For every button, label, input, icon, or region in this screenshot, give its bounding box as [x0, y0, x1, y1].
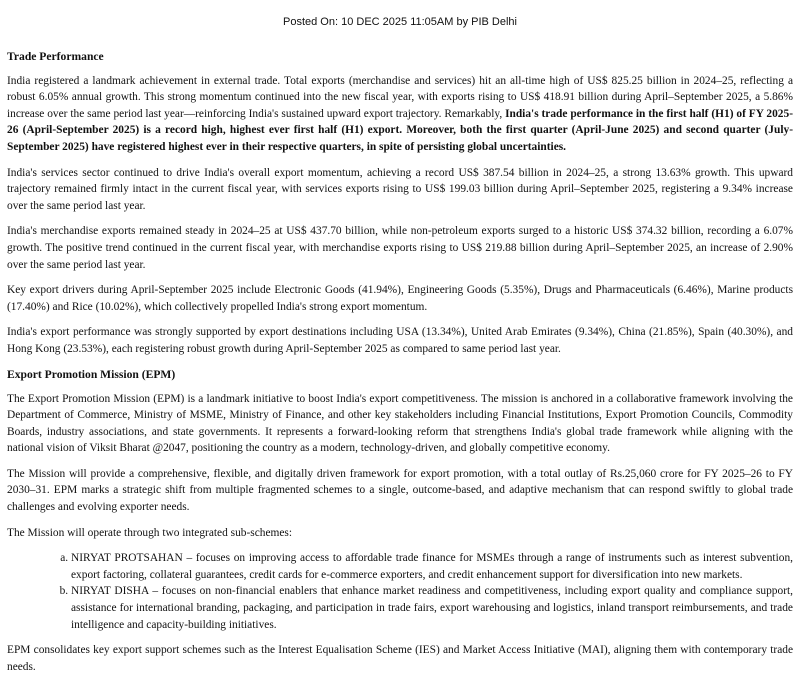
trade-paragraph-1-text: India registered a landmark achievement in external trade. Total exports (merchandise and services) hit an all-time high of US$ 825.25 billion in 2024–25, reflecting a robust 6.05% annual growth. This strong momentum continued into the new fiscal year, with exports rising to US$ 418.91 billion during April–September 2025, a 5.86% increase over the same period last year—reinforcing India's sustained upward export trajectory. Remarkably,: [7, 75, 793, 120]
epm-paragraph-3: The Mission will operate through two integrated sub-schemes:: [7, 525, 793, 542]
trade-paragraph-3: India's merchandise exports remained steady in 2024–25 at US$ 437.70 billion, while non-petroleum exports surged to a historic US$ 374.32 billion, recording a 6.07% growth. The positive trend continued in the current fiscal year, with merchandise exports rising to US$ 219.88 billion during April–September 2025, an increase of 2.90% over the same period last year.: [7, 223, 793, 273]
trade-paragraph-1-bold: India's trade performance in the first half (H1) of FY 2025-26 (April-September 2025) is a record high, highest ever first half (H1) export. Moreover, both the first quarter (April-June 2025) and second quarter (July-September 2025) have registered highest ever in their respective quarters, in spite of persisting global uncertainties.: [7, 108, 793, 153]
epm-paragraph-4: EPM consolidates key export support schemes such as the Interest Equalisation Scheme (IES) and Market Access Initiative (MAI), aligning them with contemporary trade needs.: [7, 642, 793, 675]
trade-paragraph-1: [7, 73, 793, 156]
list-item: a. NIRYAT PROTSAHAN – focuses on improving access to affordable trade finance for MSMEs through a range of instruments such as interest subvention, export factoring, collateral guarantees, credit cards for e-commerce exporters, and credit enhancement support for diversification into new markets.: [71, 550, 793, 583]
epm-heading: Export Promotion Mission (EPM): [7, 367, 793, 383]
epm-paragraph-2: The Mission will provide a comprehensive, flexible, and digitally driven framework for export promotion, with a total outlay of Rs.25,060 crore for FY 2025–26 to FY 2030–31. EPM marks a strategic shift from multiple fragmented schemes to a single, outcome-based, and adaptive mechanism that can respond swiftly to global trade challenges and evolving exporter needs.: [7, 466, 793, 516]
epm-paragraph-1: The Export Promotion Mission (EPM) is a landmark initiative to boost India's export competitiveness. The mission is anchored in a collaborative framework involving the Department of Commerce, Ministry of MSME, Ministry of Finance, and other key stakeholders including Financial Institutions, Export Promotion Councils, Commodity Boards, industry associations, and state governments. It represents a forward-looking reform that strengthens India's global trade framework while aligning with the national vision of Viksit Bharat @2047, positioning the country as a modern, technology-driven, and globally competitive economy.: [7, 391, 793, 457]
trade-performance-section: [7, 49, 793, 358]
sub-scheme-list: [7, 550, 793, 633]
trade-paragraph-5: India's export performance was strongly supported by export destinations including USA (13.34%), United Arab Emirates (9.34%), China (21.85%), Spain (40.30%), and Hong Kong (23.53%), each registering robust growth during April-September 2025 as compared to same period last year.: [7, 324, 793, 357]
posted-on: Posted On: 10 DEC 2025 11:05AM by PIB Delhi: [7, 14, 793, 31]
epm-section: [7, 367, 793, 675]
list-item: b. NIRYAT DISHA – focuses on non-financial enablers that enhance market readiness and competitiveness, including export quality and compliance support, assistance for international branding, packaging, and participation in trade fairs, export warehousing and logistics, inland transport reimbursements, and trade intelligence and capacity-building initiatives.: [71, 583, 793, 633]
trade-paragraph-4: Key export drivers during April-September 2025 include Electronic Goods (41.94%), Engineering Goods (5.35%), Drugs and Pharmaceuticals (6.46%), Marine products (17.40%) and Rice (10.02%), which collectively propelled India's strong export momentum.: [7, 282, 793, 315]
trade-paragraph-2: India's services sector continued to drive India's overall export momentum, achieving a record US$ 387.54 billion in 2024–25, a strong 13.63% growth. This upward trajectory remained firmly intact in the current fiscal year, with services exports rising to US$ 199.03 billion during April–September 2025, registering a 9.34% increase over the same period last year.: [7, 165, 793, 215]
trade-performance-heading: Trade Performance: [7, 49, 793, 65]
